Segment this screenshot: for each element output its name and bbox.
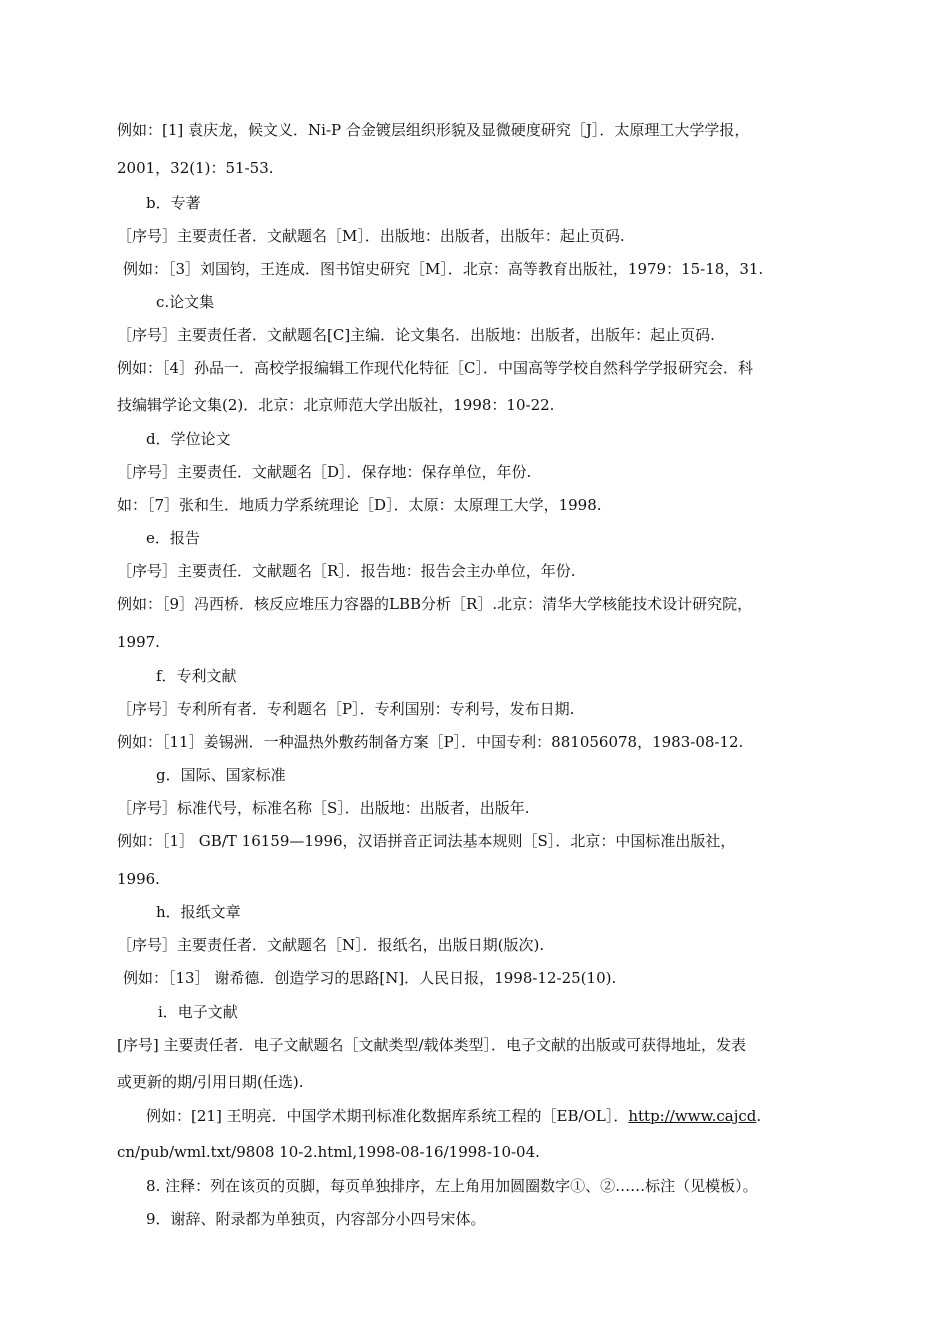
- note-item-8: 8. 注释：列在该页的页脚，每页单独排序，左上角用加圆圈数字①、②……标注（见模板）。: [146, 1177, 758, 1195]
- reference-example-standard-line1: 例如：［1］ GB/T 16159—1996，汉语拼音正词法基本规则［S］．北京：中国标准出版社，: [117, 832, 736, 850]
- reference-example-standard-line2: 1996.: [117, 870, 160, 888]
- format-standard: ［序号］标准代号，标准名称［S］．出版地：出版者，出版年.: [117, 799, 530, 817]
- reference-example-report-line1: 例如：［9］冯西桥．核反应堆压力容器的LBB分析［R］.北京：清华大学核能技术设计研究院，: [117, 595, 753, 613]
- reference-example-electronic-text: 例如：[21] 王明亮．中国学术期刊标准化数据库系统工程的［EB/OL］．: [146, 1107, 629, 1125]
- reference-example-electronic-line2: cn/pub/wml.txt/9808 10-2.html,1998-08-16/1998-10-04.: [117, 1143, 540, 1161]
- reference-example-electronic-period: .: [756, 1107, 762, 1125]
- format-patent: ［序号］专利所有者．专利题名［P］．专利国别：专利号，发布日期.: [117, 700, 575, 718]
- section-heading-patent: f．专利文献: [156, 667, 237, 685]
- reference-example-journal-line1: 例如：[1] 袁庆龙，候文义．Ni-P 合金镀层组织形貌及显微硬度研究［J］．太原理工大学学报，: [117, 121, 750, 139]
- format-electronic-line2: 或更新的期/引用日期(任选).: [117, 1073, 304, 1091]
- reference-example-thesis: 如：［7］张和生．地质力学系统理论［D］．太原：太原理工大学，1998.: [117, 496, 602, 514]
- format-thesis: ［序号］主要责任．文献题名［D］．保存地：保存单位，年份.: [117, 463, 532, 481]
- section-heading-report: e．报告: [146, 529, 200, 547]
- url-link[interactable]: http://www.cajcd: [628, 1107, 757, 1125]
- section-heading-monograph: b．专著: [146, 194, 201, 212]
- format-electronic-line1: [序号] 主要责任者．电子文献题名［文献类型/载体类型］．电子文献的出版或可获得地址，发表: [117, 1036, 747, 1054]
- format-newspaper: ［序号］主要责任者．文献题名［N］．报纸名，出版日期(版次).: [117, 936, 545, 954]
- format-proceedings: ［序号］主要责任者．文献题名[C]主编．论文集名．出版地：出版者，出版年：起止页码.: [117, 326, 715, 344]
- section-heading-thesis: d．学位论文: [146, 430, 231, 448]
- reference-example-report-line2: 1997.: [117, 633, 160, 651]
- reference-example-journal-line2: 2001，32(1)：51-53.: [117, 159, 274, 177]
- reference-example-monograph: 例如：［3］刘国钧，王连成．图书馆史研究［M］．北京：高等教育出版社，1979：15-18，31.: [123, 260, 764, 278]
- reference-example-proceedings-line1: 例如：［4］孙品一．高校学报编辑工作现代化特征［C］．中国高等学校自然科学学报研究会．科: [117, 359, 754, 377]
- reference-example-patent: 例如：［11］姜锡洲．一种温热外敷药制备方案［P］．中国专利：881056078，1983-08-12.: [117, 733, 744, 751]
- reference-example-newspaper: 例如：［13］ 谢希德．创造学习的思路[N]．人民日报，1998-12-25(10).: [123, 969, 617, 987]
- section-heading-standard: g．国际、国家标准: [156, 766, 286, 784]
- reference-example-electronic-line1: [146, 1106, 761, 1126]
- format-monograph: ［序号］主要责任者．文献题名［M］．出版地：出版者，出版年：起止页码.: [117, 227, 625, 245]
- note-item-9: 9．谢辞、附录都为单独页，内容部分小四号宋体。: [146, 1210, 486, 1228]
- section-heading-newspaper: h．报纸文章: [156, 903, 241, 921]
- section-heading-proceedings: c.论文集: [156, 293, 215, 311]
- format-report: ［序号］主要责任．文献题名［R］．报告地：报告会主办单位，年份.: [117, 562, 576, 580]
- section-heading-electronic: i．电子文献: [158, 1003, 238, 1021]
- reference-example-proceedings-line2: 技编辑学论文集(2)．北京：北京师范大学出版社，1998：10-22.: [117, 396, 555, 414]
